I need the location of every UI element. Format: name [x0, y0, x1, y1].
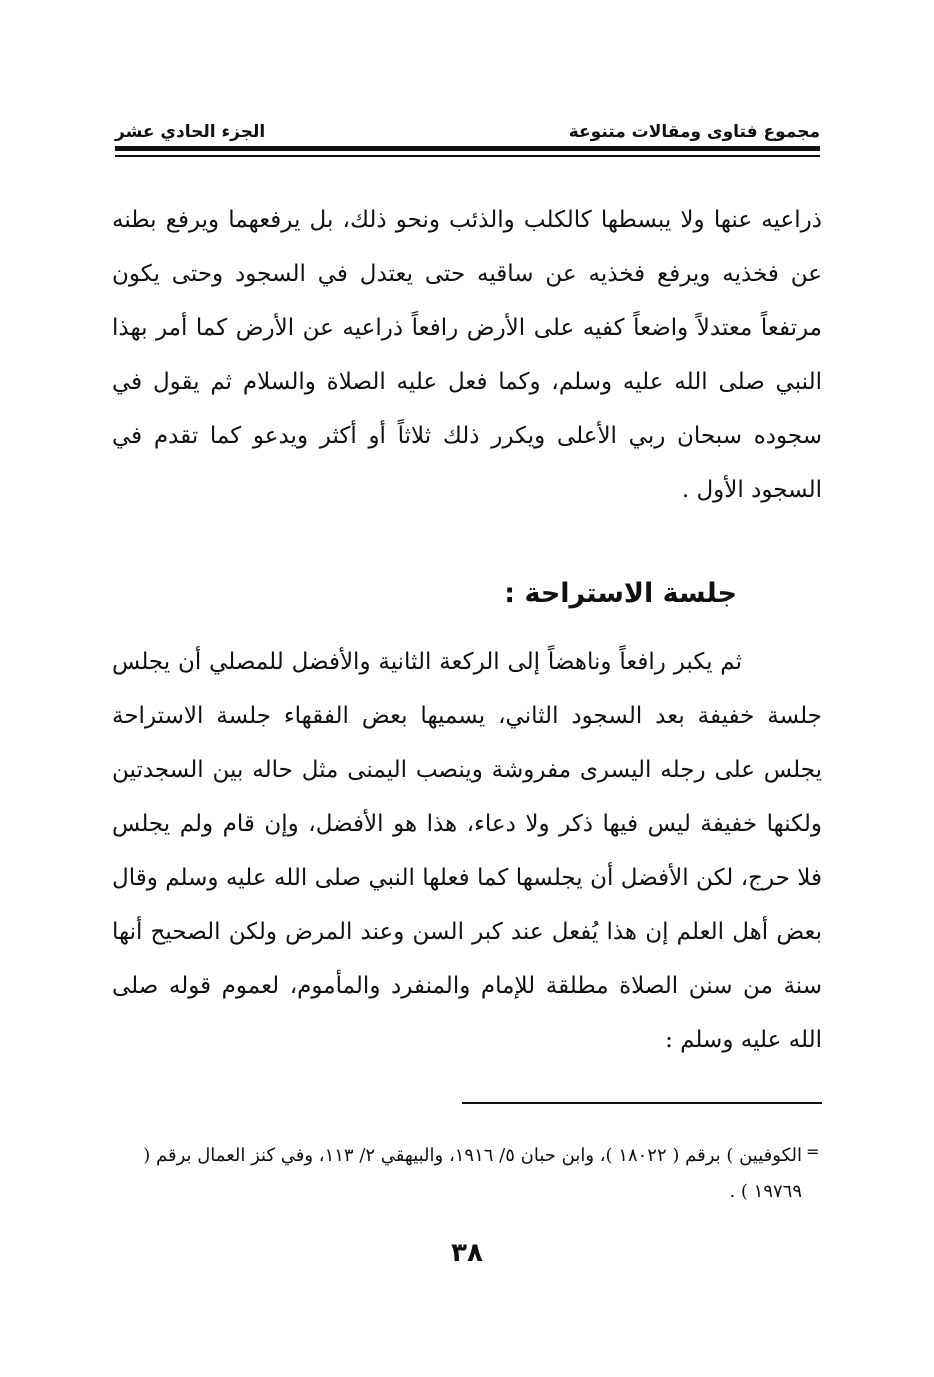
body-paragraph-1: ذراعيه عنها ولا يبسطها كالكلب والذئب ونحو ذلك، بل يرفعهما ويرفع بطنه عن فخذيه ويرفع فخذيه عن ساقيه حتى يعتدل في السجود وحتى يكون مرتفعاً معتدلاً واضعاً كفيه على الأرض رافعاً ذراعيه عن الأرض كما أمر بهذا النبي صلى الله عليه وسلم، وكما فعل عليه الصلاة والسلام ثم يقول في سجوده سبحان ربي الأعلى ويكرر ذلك ثلاثاً أو أكثر ويدعو كما تقدم في السجود الأول .: [112, 207, 822, 503]
running-head-volume: الجزء الحادي عشر: [115, 122, 266, 142]
section-heading: جلسة الاستراحة :: [504, 578, 737, 609]
footnote-separator: [462, 1102, 822, 1104]
page-number: ٣٨: [451, 1238, 483, 1268]
running-head: [115, 108, 820, 142]
footnote-text: الكوفيين ) برقم ( ١٨٠٢٢ )، وابن حبان ٥/ ١٩١٦، والبيهقي ٢/ ١١٣، وفي كنز العمال برقم ( ١٩٧٦٩ ) .: [143, 1145, 802, 1202]
header-rule-thin: [115, 155, 820, 157]
header-rule-thick: [115, 146, 820, 151]
running-head-book-title: مجموع فتاوى ومقالات متنوعة: [568, 122, 820, 142]
body-paragraph-2: ثم يكبر رافعاً وناهضاً إلى الركعة الثانية والأفضل للمصلي أن يجلس جلسة خفيفة بعد السجود الثاني، يسميها بعض الفقهاء جلسة الاستراحة يجلس على رجله اليسرى مفروشة وينصب اليمنى مثل حاله بين السجدتين ولكنها خفيفة ليس فيها ذكر ولا دعاء، هذا هو الأفضل، وإن قام ولم يجلس فلا حرج، لكن الأفضل أن يجلسها كما فعلها النبي صلى الله عليه وسلم وقال بعض أهل العلم إن هذا يُفعل عند كبر السن وعند المرض ولكن الصحيح أنها سنة من سنن الصلاة مطلقة للإمام والمنفرد والمأموم، لعموم قوله صلى الله عليه وسلم :: [112, 649, 822, 1053]
footnote-continuation-mark: =: [806, 1142, 820, 1161]
